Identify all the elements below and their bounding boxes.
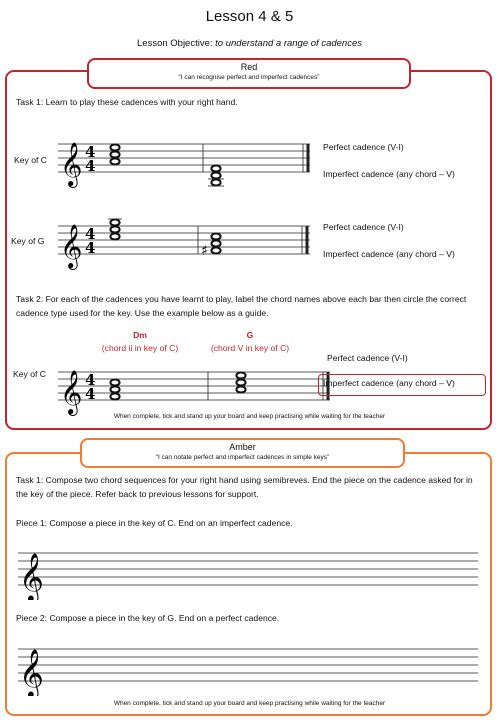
amber-tab [80,438,405,468]
blank-staff-piece2 [18,636,480,696]
red-task1: Task 1: Learn to play these cadences with your right hand. [16,97,238,107]
objective-prefix: Lesson Objective: [137,38,216,49]
row2-opt-imperfect: Imperfect cadence (any chord – V) [323,249,455,259]
example-chord1-name: Dm [133,330,147,340]
amber-statement: “I can notate perfect and imperfect cadences in simple keys” [155,454,330,461]
example-opt-perfect: Perfect cadence (V-I) [327,353,408,363]
staff-example-key-of-c [58,358,338,418]
lesson-objective [0,38,499,49]
treble-clef-icon: 𝄞 [60,224,83,268]
treble-clef-icon: 𝄞 [19,552,44,600]
red-level-name: Red [240,62,258,72]
row2-opt-perfect: Perfect cadence (V-I) [323,222,404,232]
blank-staff-piece1 [18,540,480,600]
red-tab [87,58,411,89]
treble-clef-icon: 𝄞 [60,370,83,414]
example-chord2-desc: (chord V in key of C) [210,343,290,353]
row2-key-label: Key of G [11,236,45,246]
time-sig-bottom: 4 [85,157,96,175]
treble-clef-icon: 𝄞 [60,142,83,186]
time-sig-top: 4 [85,143,96,161]
time-sig-top: 4 [85,371,96,389]
amber-task1: Task 1: Compose two chord sequences for your right hand using semibreves. End the piece on the cadence asked for in the key of the piece. Refer back to previous lessons for support. [16,475,473,499]
sharp-icon: ♯ [201,243,208,259]
time-sig-bottom: 4 [85,239,96,257]
example-opt-imperfect: Imperfect cadence (any chord – V) [323,378,455,388]
amber-level-name: Amber [229,442,256,452]
row1-opt-imperfect: Imperfect cadence (any chord – V) [323,169,455,179]
red-statement: “I can recognise perfect and imperfect cadences” [178,74,320,81]
red-task2: Task 2: For each of the cadences you have learnt to play, label the chord names above each bar then circle the correct cadence type used for the key. Use the example below as a guide. [16,294,467,318]
amber-piece2: Piece 2: Compose a piece in the key of G. End on a perfect cadence. [16,613,280,623]
treble-clef-icon: 𝄞 [19,648,44,696]
time-sig-bottom: 4 [85,385,96,403]
example-chord1-desc: (chord ii in key of C) [101,343,179,353]
time-sig-top: 4 [85,225,96,243]
example-opt-imperfect-circled [318,374,486,396]
example-chord2-name: G [246,330,254,340]
example-key-label: Key of C [13,369,46,379]
red-footer: When complete, tick and stand up your board and keep practising while waiting for the teacher [113,413,386,420]
amber-footer: When complete, tick and stand up your board and keep practising while waiting for the teacher [113,700,386,707]
row1-opt-perfect: Perfect cadence (V-I) [323,142,404,152]
page-title: Lesson 4 & 5 [205,8,294,25]
staff-key-of-g [58,212,320,274]
objective-text: to understand a range of cadences [215,38,362,49]
amber-piece1: Piece 1: Compose a piece in the key of C. End on an imperfect cadence. [16,518,293,528]
staff-key-of-c-1 [58,130,320,190]
row1-key-label: Key of C [14,155,47,165]
